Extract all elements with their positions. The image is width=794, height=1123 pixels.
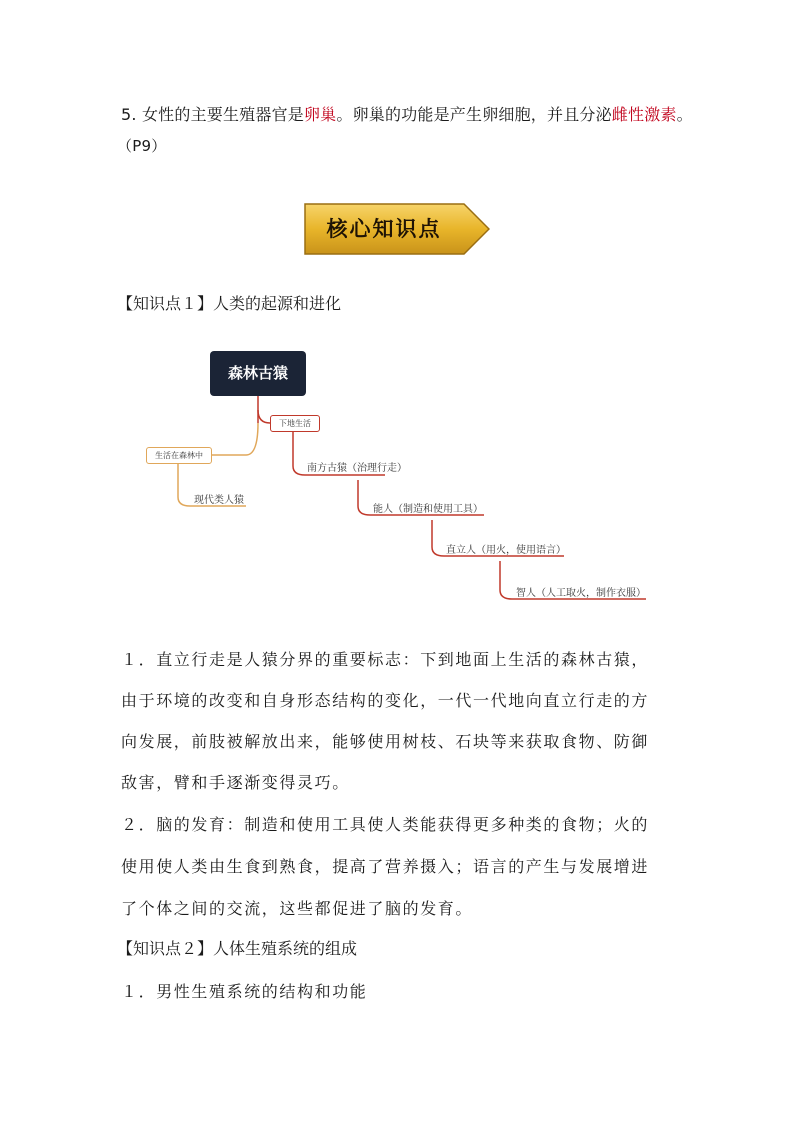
intro-text-1: 女性的主要生殖器官是 (141, 105, 304, 124)
para1-line2: 由于环境的改变和自身形态结构的变化，一代一代地向直立行走的方 (121, 691, 650, 710)
node-australopithecus: 南方古猿（治理行走） (307, 463, 407, 474)
page-reference: （P9） (117, 137, 167, 155)
para2-line3: 了个体之间的交流，这些都促进了脑的发育。 (121, 899, 474, 918)
node-homo-habilis: 能人（制造和使用工具） (373, 504, 483, 515)
para1-line3: 向发展，前肢被解放出来，能够使用树枝、石块等来获取食物、防御 (121, 732, 650, 751)
para2-line2: 使用使人类由生食到熟食，提高了营养摄入；语言的产生与发展增进 (121, 857, 650, 876)
node-homo-sapiens: 智人（人工取火，制作衣服） (516, 588, 646, 599)
banner-title: 核心知识点 (326, 216, 442, 241)
hormone-term: 雌性激素 (611, 105, 677, 124)
knowledge-2-heading: 【知识点２】人体生殖系统的组成 (117, 939, 358, 958)
male-reproductive-heading: １．男性生殖系统的结构和功能 (121, 982, 368, 1001)
ovary-term: 卵巢 (303, 105, 337, 124)
node-homo-erectus: 直立人（用火，使用语言） (446, 545, 566, 556)
node-live-in-forest: 生活在森林中 (146, 447, 212, 464)
node-modern-ape: 现代类人猿 (194, 495, 244, 506)
para1-line1: １．直立行走是人猿分界的重要标志：下到地面上生活的森林古猿， (121, 650, 650, 669)
mindmap-root-forest-ape: 森林古猿 (212, 353, 304, 394)
knowledge-1-heading: 【知识点１】人类的起源和进化 (117, 294, 342, 313)
para2-line1: ２．脑的发育：制造和使用工具使人类能获得更多种类的食物；火的 (121, 815, 650, 834)
intro-text-3: 。 (676, 105, 693, 124)
para1-line4: 敌害，臂和手逐渐变得灵巧。 (121, 773, 350, 792)
intro-text-2: 。卵巢的功能是产生卵细胞，并且分泌 (336, 105, 612, 124)
intro-number: 5. (121, 105, 137, 124)
node-descend-to-ground: 下地生活 (270, 415, 320, 432)
